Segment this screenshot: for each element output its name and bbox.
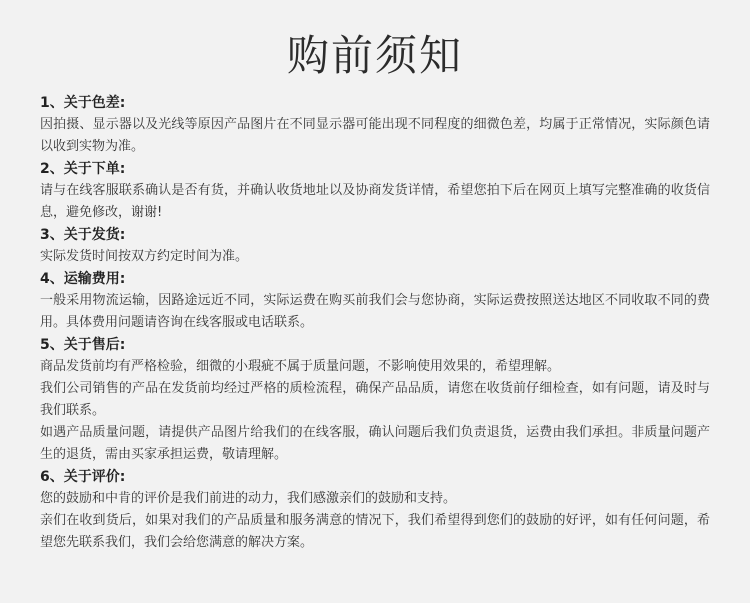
section-freight-cost xyxy=(40,268,710,334)
page-title: 购前须知 xyxy=(286,31,463,80)
section-paragraph: 如遇产品质量问题，请提供产品图片给我们的在线客服，确认问题后我们负责退货，运费由我们承担。非质量问题产生的退货，需由买家承担运费，敬请理解。 xyxy=(40,425,710,462)
section-paragraph: 亲们在收到货后，如果对我们的产品质量和服务满意的情况下，我们希望得到您们的鼓励的好评，如有任何问题，希望您先联系我们，我们会给您满意的解决方案。 xyxy=(40,513,710,550)
section-heading: 3、关于发货: xyxy=(40,227,126,243)
section-heading: 6、关于评价: xyxy=(40,469,126,485)
notice-content xyxy=(40,92,710,554)
section-heading: 5、关于售后: xyxy=(40,337,126,353)
section-paragraph: 实际发货时间按双方约定时间为准。 xyxy=(40,249,249,264)
section-paragraph: 您的鼓励和中肯的评价是我们前进的动力，我们感激亲们的鼓励和支持。 xyxy=(40,491,457,506)
section-shipping xyxy=(40,224,710,268)
section-color-difference xyxy=(40,92,710,158)
section-ordering xyxy=(40,158,710,224)
section-reviews xyxy=(40,466,710,554)
section-heading: 2、关于下单: xyxy=(40,161,126,177)
section-paragraph: 我们公司销售的产品在发货前均经过严格的质检流程，确保产品品质，请您在收货前仔细检查，如有问题，请及时与我们联系。 xyxy=(40,381,710,418)
section-heading: 1、关于色差: xyxy=(40,95,126,111)
section-paragraph: 商品发货前均有严格检验，细微的小瑕疵不属于质量问题，不影响使用效果的，希望理解。 xyxy=(40,359,561,374)
section-paragraph: 请与在线客服联系确认是否有货，并确认收货地址以及协商发货详情，希望您拍下后在网页上填写完整准确的收货信息，避免修改，谢谢! xyxy=(40,183,710,220)
section-after-sales xyxy=(40,334,710,466)
section-heading: 4、运输费用: xyxy=(40,271,126,287)
section-paragraph: 因拍摄、显示器以及光线等原因产品图片在不同显示器可能出现不同程度的细微色差，均属于正常情况，实际颜色请以收到实物为准。 xyxy=(40,117,710,154)
section-paragraph: 一般采用物流运输，因路途远近不同，实际运费在购买前我们会与您协商，实际运费按照送达地区不同收取不同的费用。具体费用问题请咨询在线客服或电话联系。 xyxy=(40,293,710,330)
